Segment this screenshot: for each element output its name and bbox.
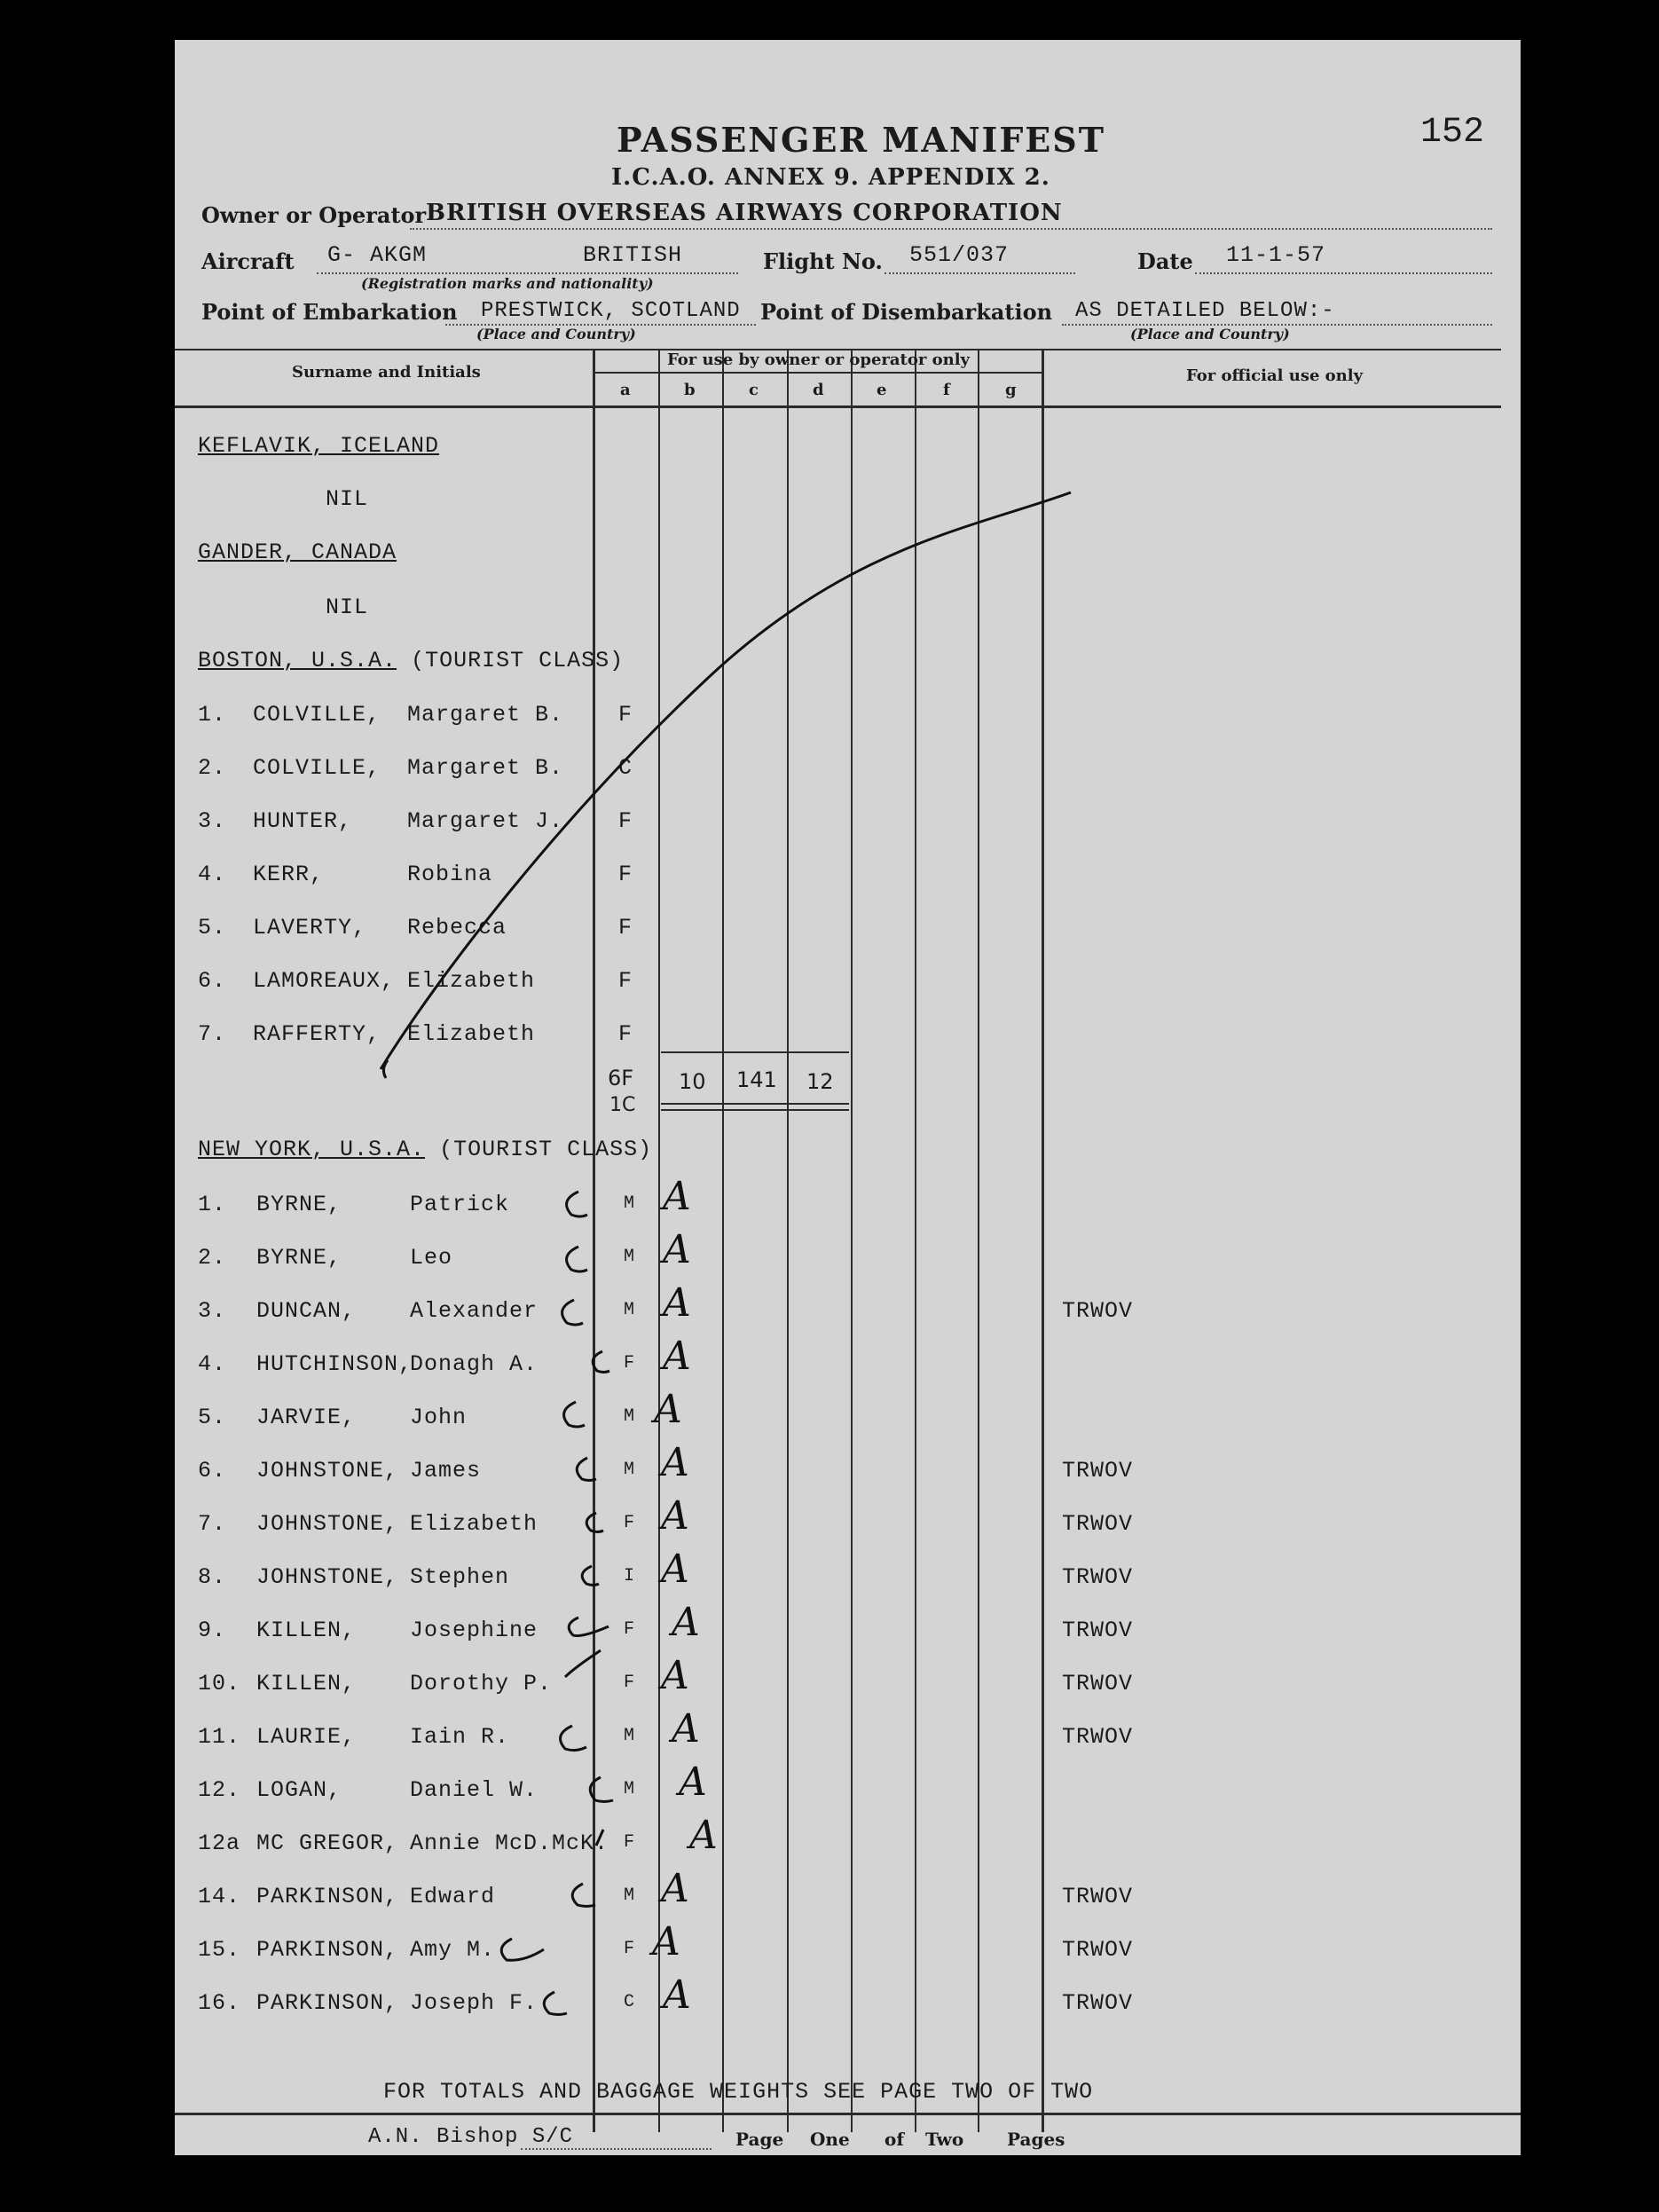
passenger-given-name: Margaret B. (407, 755, 564, 781)
passenger-code: C (624, 1992, 636, 2012)
col-letter-a: a (620, 381, 631, 399)
passenger-given-name: Donagh A. (410, 1351, 539, 1377)
passenger-surname: HUTCHINSON, (256, 1351, 413, 1377)
handwritten-check-mark: A (663, 1972, 691, 2018)
footer-rule (175, 2113, 1521, 2115)
pages-label: Pages (1007, 2129, 1065, 2150)
passenger-code: F (618, 1021, 633, 1047)
passenger-number: 7. (198, 1511, 227, 1537)
col-letter-g: g (1005, 381, 1017, 399)
passenger-surname: BYRNE, (256, 1192, 342, 1217)
tick-mark (586, 1513, 603, 1532)
tick-mark (544, 1992, 567, 2015)
col-letter-b: b (684, 381, 696, 399)
passenger-surname: KILLEN, (256, 1618, 357, 1643)
passenger-code: F (624, 1673, 636, 1693)
passenger-given-name: Alexander (410, 1298, 539, 1324)
passenger-given-name: Daniel W. (410, 1777, 539, 1803)
handwritten-check-mark: A (663, 1227, 691, 1272)
col-letter-c: c (749, 381, 759, 399)
handwritten-check-mark: A (661, 1493, 689, 1539)
handwritten-check-mark: A (672, 1600, 700, 1645)
totals-a-bottom: 1C (609, 1094, 636, 1116)
aircraft-note: (Registration marks and nationality) (361, 275, 654, 292)
passenger-code: F (618, 808, 633, 834)
disembarkation-label: Point of Disembarkation (760, 299, 1053, 325)
passenger-surname: LAVERTY, (253, 915, 367, 941)
passenger-code: C (618, 755, 633, 781)
passenger-number: 7. (198, 1021, 227, 1047)
passenger-number: 5. (198, 915, 227, 941)
passenger-number: 15. (198, 1937, 241, 1963)
tick-mark (567, 1247, 587, 1271)
passenger-surname: PARKINSON, (256, 1937, 399, 1963)
handwritten-check-mark: A (661, 1547, 689, 1592)
tick-mark (596, 1830, 603, 1846)
official-code: TRWOV (1062, 1564, 1134, 1590)
tick-mark (565, 1650, 601, 1677)
passenger-number: 4. (198, 862, 227, 887)
passenger-given-name: Dorothy P. (410, 1671, 553, 1696)
handwritten-check-mark: A (663, 1174, 691, 1219)
passenger-surname: LAURIE, (256, 1724, 357, 1750)
passenger-number: 1. (198, 702, 227, 728)
passenger-number: 16. (198, 1990, 241, 2016)
passenger-code: I (624, 1566, 636, 1586)
passenger-code: M (624, 1885, 636, 1906)
passenger-code: F (624, 1353, 636, 1374)
page-title: PASSENGER MANIFEST (617, 120, 1105, 160)
official-code: TRWOV (1062, 1990, 1134, 2016)
passenger-surname: HUNTER, (253, 808, 353, 834)
embarkation-label: Point of Embarkation (201, 299, 458, 325)
handwritten-check-mark: A (689, 1813, 718, 1858)
tick-mark (564, 1402, 585, 1427)
passenger-number: 1. (198, 1192, 227, 1217)
passenger-surname: JOHNSTONE, (256, 1458, 399, 1484)
passenger-number: 6. (198, 968, 227, 994)
passenger-number: 2. (198, 1245, 227, 1271)
signature-value: A.N. Bishop S/C (368, 2125, 574, 2149)
handwritten-check-mark: A (663, 1334, 691, 1379)
official-code: TRWOV (1062, 1671, 1134, 1696)
handwritten-check-mark: A (679, 1759, 707, 1805)
surname-header: Surname and Initials (292, 363, 481, 382)
passenger-number: 14. (198, 1884, 241, 1909)
keflavik-nil: NIL (326, 486, 369, 512)
page-value: One (810, 2129, 850, 2150)
tick-mark (590, 1777, 613, 1802)
date-value: 11-1-57 (1226, 242, 1326, 268)
flight-value: 551/037 (909, 242, 1010, 268)
official-code: TRWOV (1062, 1458, 1134, 1484)
tick-mark (577, 1458, 596, 1481)
passenger-surname: COLVILLE, (253, 702, 381, 728)
handwritten-check-mark: A (654, 1387, 682, 1432)
passenger-code: F (618, 915, 633, 941)
passenger-number: 5. (198, 1405, 227, 1430)
passenger-number: 3. (198, 1298, 227, 1324)
passenger-code: F (618, 702, 633, 728)
passenger-surname: JARVIE, (256, 1405, 357, 1430)
passenger-number: 12. (198, 1777, 241, 1803)
passenger-surname: PARKINSON, (256, 1884, 399, 1909)
tick-mark (561, 1726, 586, 1751)
passenger-given-name: Margaret B. (407, 702, 564, 728)
handwritten-strokes (175, 40, 1521, 2155)
col-letter-d: d (813, 381, 824, 399)
handwritten-check-mark: A (661, 1440, 689, 1485)
tick-mark (569, 1618, 609, 1636)
operator-header: For use by owner or operator only (667, 350, 970, 369)
passenger-given-name: James (410, 1458, 482, 1484)
passenger-surname: JOHNSTONE, (256, 1511, 399, 1537)
aircraft-registration: G- AKGM (327, 242, 428, 268)
handwritten-check-mark: A (663, 1280, 691, 1326)
totals-b: 10 (679, 1069, 706, 1094)
passenger-given-name: Josephine (410, 1618, 539, 1643)
official-code: TRWOV (1062, 1511, 1134, 1537)
cancel-stroke (381, 492, 1071, 1069)
passenger-surname: LAMOREAUX, (253, 968, 396, 994)
owner-value: BRITISH OVERSEAS AIRWAYS CORPORATION (426, 200, 1063, 226)
passenger-surname: JOHNSTONE, (256, 1564, 399, 1590)
passenger-given-name: Amy M. (410, 1937, 496, 1963)
signature-underline (521, 2148, 712, 2150)
aircraft-nationality: BRITISH (583, 242, 683, 268)
official-header: For official use only (1186, 366, 1364, 385)
official-code: TRWOV (1062, 1618, 1134, 1643)
passenger-surname: MC GREGOR, (256, 1830, 399, 1856)
passenger-number: 11. (198, 1724, 241, 1750)
footer-note: FOR TOTALS AND BAGGAGE WEIGHTS SEE PAGE TWO OF TWO (383, 2079, 1094, 2105)
passenger-code: F (624, 1939, 636, 1959)
owner-label: Owner or Operator (201, 202, 427, 228)
passenger-given-name: Patrick (410, 1192, 510, 1217)
handwritten-check-mark: A (661, 1866, 689, 1911)
passenger-number: 12a (198, 1830, 241, 1856)
manifest-page (175, 40, 1521, 2155)
page-subtitle: I.C.A.O. ANNEX 9. APPENDIX 2. (611, 164, 1050, 191)
passenger-surname: PARKINSON, (256, 1990, 399, 2016)
passenger-given-name: Robina (407, 862, 493, 887)
passenger-code: F (624, 1619, 636, 1640)
section-heading-keflavik: KEFLAVIK, ICELAND (198, 433, 440, 459)
tick-mark (572, 1884, 595, 1907)
passenger-given-name: Leo (410, 1245, 453, 1271)
embarkation-value: PRESTWICK, SCOTLAND (481, 299, 741, 323)
col-letter-f: f (943, 381, 950, 399)
section-heading-gander: GANDER, CANADA (198, 539, 397, 565)
gander-nil: NIL (326, 594, 369, 620)
passenger-number: 9. (198, 1618, 227, 1643)
totals-c: 141 (736, 1067, 777, 1092)
newyork-class: (TOURIST CLASS) (439, 1137, 653, 1162)
passenger-surname: RAFFERTY, (253, 1021, 381, 1047)
tick-mark (501, 1939, 544, 1960)
passenger-number: 4. (198, 1351, 227, 1377)
passenger-given-name: Rebecca (407, 915, 507, 941)
aircraft-label: Aircraft (201, 248, 295, 274)
passenger-code: M (624, 1193, 636, 1214)
passenger-code: F (618, 862, 633, 887)
official-code: TRWOV (1062, 1937, 1134, 1963)
passenger-code: M (624, 1460, 636, 1480)
passenger-surname: COLVILLE, (253, 755, 381, 781)
flight-label: Flight No. (763, 248, 883, 274)
of-value: Two (925, 2129, 964, 2150)
passenger-given-name: Stephen (410, 1564, 510, 1590)
passenger-surname: KILLEN, (256, 1671, 357, 1696)
tick-mark (582, 1566, 599, 1586)
embarkation-note: (Place and Country) (476, 326, 636, 342)
tick-mark (567, 1192, 587, 1216)
passenger-given-name: Annie McD.McK. (410, 1830, 609, 1856)
passenger-given-name: Elizabeth (410, 1511, 539, 1537)
passenger-number: 3. (198, 808, 227, 834)
date-label: Date (1137, 248, 1193, 274)
disembarkation-value: AS DETAILED BELOW:- (1075, 299, 1335, 323)
passenger-code: F (618, 968, 633, 994)
passenger-surname: DUNCAN, (256, 1298, 357, 1324)
boston-heading: BOSTON, U.S.A. (198, 648, 397, 673)
passenger-number: 10. (198, 1671, 241, 1696)
passenger-surname: LOGAN, (256, 1777, 342, 1803)
boston-class: (TOURIST CLASS) (411, 648, 625, 673)
passenger-code: M (624, 1779, 636, 1799)
passenger-code: M (624, 1726, 636, 1746)
tick-mark (562, 1300, 583, 1325)
passenger-given-name: Joseph F. (410, 1990, 539, 2016)
passenger-code: F (624, 1513, 636, 1533)
page-number: 152 (1420, 113, 1485, 153)
official-code: TRWOV (1062, 1298, 1134, 1324)
newyork-heading: NEW YORK, U.S.A. (198, 1137, 426, 1162)
passenger-code: F (624, 1832, 636, 1853)
handwritten-check-mark: A (661, 1653, 689, 1698)
passenger-given-name: Margaret J. (407, 808, 564, 834)
passenger-surname: BYRNE, (256, 1245, 342, 1271)
passenger-code: M (624, 1406, 636, 1427)
passenger-code: M (624, 1247, 636, 1267)
disembarkation-note: (Place and Country) (1130, 326, 1290, 342)
handwritten-check-mark: A (652, 1919, 680, 1964)
totals-a-top: 6F (608, 1066, 634, 1090)
tick-mark (593, 1351, 609, 1373)
passenger-number: 6. (198, 1458, 227, 1484)
passenger-given-name: Elizabeth (407, 968, 536, 994)
official-code: TRWOV (1062, 1724, 1134, 1750)
page-label: Page (735, 2129, 784, 2150)
passenger-given-name: John (410, 1405, 468, 1430)
totals-d: 12 (806, 1069, 834, 1094)
of-label: of (885, 2129, 904, 2150)
passenger-given-name: Iain R. (410, 1724, 510, 1750)
passenger-code: M (624, 1300, 636, 1320)
passenger-surname: KERR, (253, 862, 325, 887)
passenger-number: 8. (198, 1564, 227, 1590)
handwritten-check-mark: A (672, 1706, 700, 1751)
passenger-given-name: Elizabeth (407, 1021, 536, 1047)
passenger-given-name: Edward (410, 1884, 496, 1909)
col-letter-e: e (877, 381, 887, 399)
official-code: TRWOV (1062, 1884, 1134, 1909)
passenger-number: 2. (198, 755, 227, 781)
